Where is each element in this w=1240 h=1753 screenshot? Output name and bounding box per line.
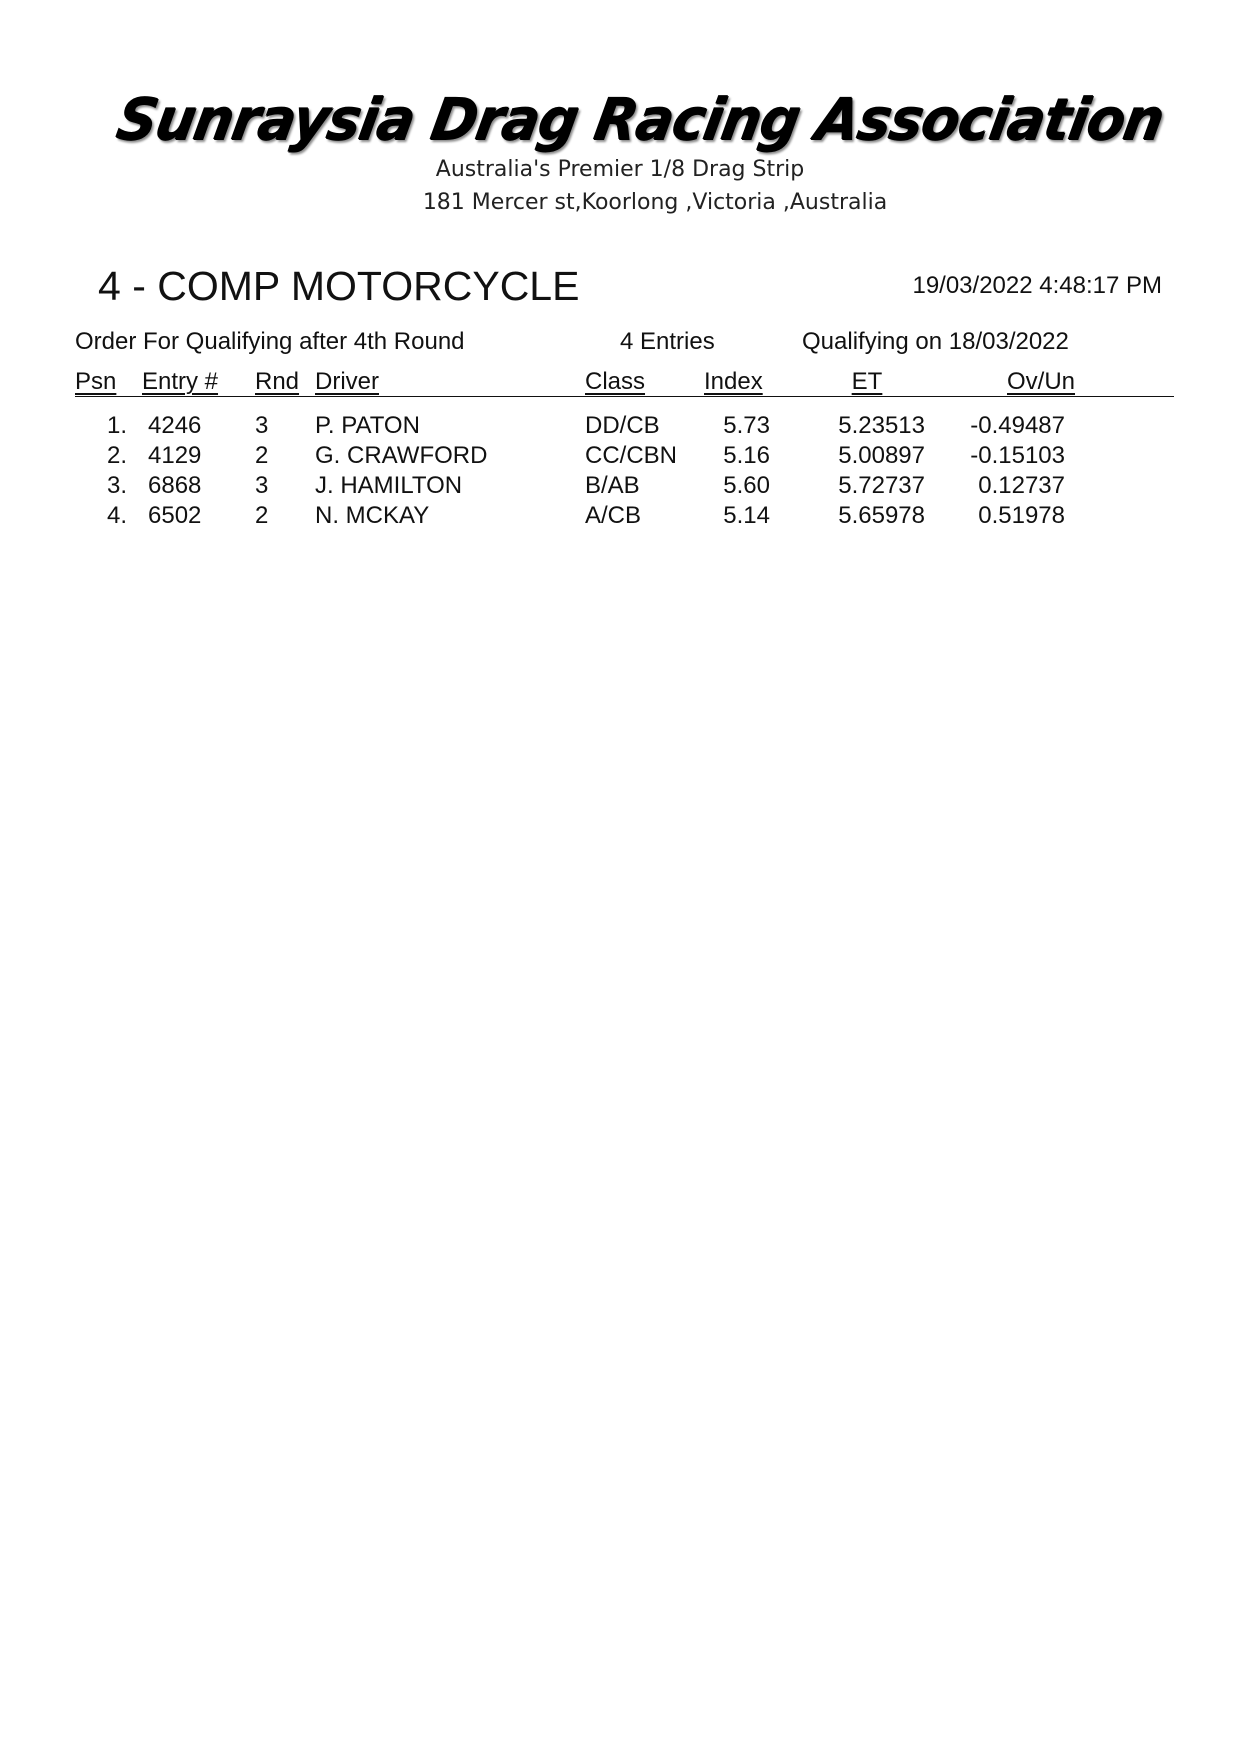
cell-index: 5.73	[723, 412, 770, 439]
cell-entry: 4246	[148, 412, 202, 439]
results-table-body	[75, 412, 1174, 532]
cell-entry: 4129	[148, 442, 202, 469]
cell-class: A/CB	[585, 502, 642, 529]
cell-driver: J. HAMILTON	[315, 472, 463, 499]
cell-index: 5.14	[723, 502, 770, 529]
table-header-row	[75, 366, 1174, 397]
cell-et: 5.23513	[838, 412, 925, 439]
cell-psn: 4.	[106, 502, 127, 529]
qualifying-date: Qualifying on 18/03/2022	[802, 328, 1069, 355]
cell-psn: 3.	[106, 472, 127, 499]
organization-logo-text: Sunraysia Drag Racing Association	[111, 85, 1169, 153]
cell-index: 5.60	[723, 472, 770, 499]
cell-et: 5.65978	[838, 502, 925, 529]
cell-psn: 1.	[106, 412, 127, 439]
address-text: 181 Mercer st,Koorlong ,Victoria ,Australia	[422, 190, 888, 215]
cell-entry: 6868	[148, 472, 202, 499]
header-class: Class	[585, 368, 646, 395]
header-index: Index	[704, 368, 763, 395]
header-psn: Psn	[75, 368, 117, 395]
cell-et: 5.72737	[838, 472, 925, 499]
cell-driver: P. PATON	[315, 412, 420, 439]
cell-psn: 2.	[106, 442, 127, 469]
table-row	[75, 472, 1174, 502]
cell-rnd: 2	[255, 442, 269, 469]
table-row	[75, 502, 1174, 532]
cell-rnd: 3	[255, 472, 269, 499]
cell-class: DD/CB	[585, 412, 660, 439]
order-label: Order For Qualifying after 4th Round	[75, 328, 465, 355]
cell-rnd: 3	[255, 412, 269, 439]
class-title: 4 - COMP MOTORCYCLE	[98, 263, 580, 309]
cell-class: CC/CBN	[585, 442, 678, 469]
header-ovun: Ov/Un	[1006, 368, 1076, 395]
cell-ovun: 0.51978	[978, 502, 1065, 529]
cell-class: B/AB	[585, 472, 640, 499]
cell-ovun: -0.49487	[970, 412, 1065, 439]
report-timestamp: 19/03/2022 4:48:17 PM	[912, 272, 1162, 299]
cell-driver: G. CRAWFORD	[315, 442, 488, 469]
cell-ovun: -0.15103	[970, 442, 1065, 469]
cell-et: 5.00897	[838, 442, 925, 469]
cell-ovun: 0.12737	[978, 472, 1065, 499]
entries-count: 4 Entries	[620, 328, 715, 355]
cell-driver: N. MCKAY	[315, 502, 430, 529]
header-driver: Driver	[315, 368, 379, 395]
table-row	[75, 442, 1174, 472]
header-rnd: Rnd	[255, 368, 300, 395]
tagline-text: Australia's Premier 1/8 Drag Strip	[435, 157, 805, 182]
cell-rnd: 2	[255, 502, 269, 529]
table-row	[75, 412, 1174, 442]
cell-index: 5.16	[723, 442, 770, 469]
header-et: ET	[851, 368, 883, 395]
header-entry: Entry #	[142, 368, 219, 395]
cell-entry: 6502	[148, 502, 202, 529]
